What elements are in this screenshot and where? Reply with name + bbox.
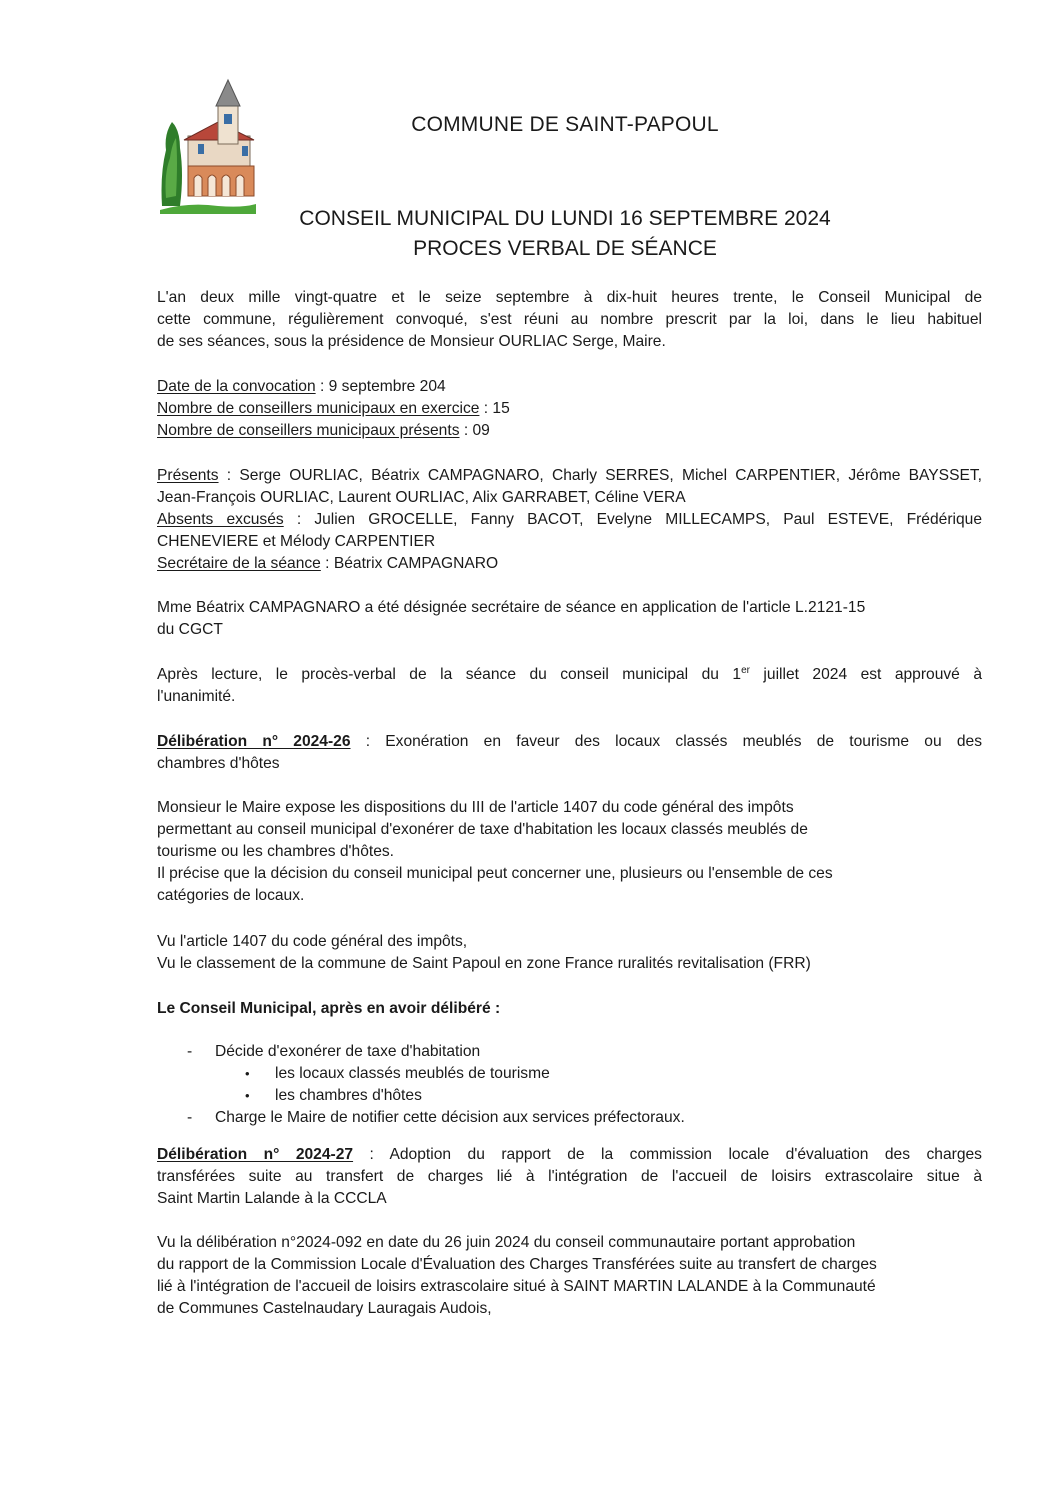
- deliberation-2024-26-vu: [157, 931, 982, 975]
- convocation-date-value: : 9 septembre 204: [315, 378, 446, 395]
- delib-line: Saint Martin Lalande à la CCCLA: [157, 1190, 387, 1207]
- vu-line: du rapport de la Commission Locale d'Évaluation des Charges Transférées suite au transfert de charges: [157, 1256, 877, 1273]
- decision-list: [157, 1041, 982, 1129]
- convocation-info: [157, 376, 982, 442]
- delib-line: [157, 1144, 982, 1166]
- conseil-delibere: Le Conseil Municipal, après en avoir délibéré :: [157, 1000, 501, 1017]
- expose-line: Il précise que la décision du conseil municipal peut concerner une, plusieurs ou l'ensemble de ces: [157, 865, 833, 882]
- absents-names: : Julien GROCELLE, Fanny BACOT, Evelyne MILLECAMPS, Paul ESTEVE, Frédérique: [283, 511, 982, 528]
- approval-paragraph: [157, 664, 982, 708]
- decision-subitem: • les chambres d'hôtes: [157, 1085, 982, 1107]
- attendance-section: [157, 465, 982, 575]
- conseillers-exercice: [157, 398, 982, 420]
- approval-text: juillet 2024 est approuvé à: [749, 666, 982, 683]
- secretaire-value: : Béatrix CAMPAGNARO: [320, 555, 499, 572]
- deliberation-2024-26-expose: [157, 797, 982, 907]
- expose-line: Monsieur le Maire expose les dispositions du III de l'article 1407 du code général des impôts: [157, 799, 794, 816]
- page-title: [240, 204, 890, 264]
- designation-paragraph: [157, 597, 982, 641]
- vu-line: de Communes Castelnaudary Lauragais Audois,: [157, 1300, 492, 1317]
- intro-line: cette commune, régulièrement convoqué, s'est réuni au nombre prescrit par la loi, dans le lieu habituel: [157, 311, 982, 328]
- deliberation-label: Délibération n° 2024-26: [157, 733, 351, 750]
- conseillers-presents: [157, 420, 982, 442]
- conseillers-exercice-value: : 15: [479, 400, 510, 417]
- conseillers-presents-value: : 09: [459, 422, 490, 439]
- delib-line: chambres d'hôtes: [157, 755, 280, 772]
- deliberation-subject: : Adoption du rapport de la commission locale d'évaluation des charges: [353, 1146, 982, 1163]
- expose-line: permettant au conseil municipal d'exonérer de taxe d'habitation les locaux classés meublés de: [157, 821, 808, 838]
- convocation-date: [157, 376, 982, 398]
- vu-line: Vu l'article 1407 du code général des impôts,: [157, 933, 468, 950]
- vu-line: Vu la délibération n°2024-092 en date du 26 juin 2024 du conseil communautaire portant approbation: [157, 1234, 856, 1251]
- deliberation-2024-26-heading: [157, 731, 982, 775]
- commune-title: COMMUNE DE SAINT-PAPOUL: [411, 113, 719, 136]
- deliberation-2024-27-heading: [157, 1144, 982, 1210]
- decision-item: - Décide d'exonérer de taxe d'habitation: [157, 1041, 982, 1063]
- delib-line: [157, 731, 982, 753]
- title-line-1: CONSEIL MUNICIPAL DU LUNDI 16 SEPTEMBRE 2024: [299, 207, 831, 230]
- deliberation-label: Délibération n° 2024-27: [157, 1146, 354, 1163]
- intro-paragraph: [157, 287, 982, 353]
- presents-names: : Serge OURLIAC, Béatrix CAMPAGNARO, Charly SERRES, Michel CARPENTIER, Jérôme BAYSSET,: [218, 467, 982, 484]
- secretaire-label: Secrétaire de la séance: [157, 555, 321, 572]
- expose-line: catégories de locaux.: [157, 887, 305, 904]
- absents-line: [157, 509, 982, 531]
- decision-item: - Charge le Maire de notifier cette décision aux services préfectoraux.: [157, 1107, 982, 1129]
- approval-line: [157, 664, 982, 686]
- approval-line: l'unanimité.: [157, 688, 236, 705]
- absents-line-2: CHENEVIERE et Mélody CARPENTIER: [157, 533, 436, 550]
- presents-line: [157, 465, 982, 487]
- intro-line: L'an deux mille vingt-quatre et le seize septembre à dix-huit heures trente, le Conseil Municipal de: [157, 289, 982, 306]
- convocation-date-label: Date de la convocation: [157, 378, 316, 395]
- deliberation-subject: : Exonération en faveur des locaux classés meublés de tourisme ou des: [350, 733, 982, 750]
- delib-line: transférées suite au transfert de charges lié à l'intégration de l'accueil de loisirs extrascolaire situe à: [157, 1168, 982, 1185]
- conseillers-exercice-label: Nombre de conseillers municipaux en exercice: [157, 400, 480, 417]
- approval-sup: er: [741, 664, 750, 676]
- decision-subitem: • les locaux classés meublés de tourisme: [157, 1063, 982, 1085]
- title-line-2: PROCES VERBAL DE SÉANCE: [413, 237, 717, 260]
- presents-label: Présents: [157, 467, 219, 484]
- designation-line: du CGCT: [157, 621, 223, 638]
- intro-line: de ses séances, sous la présidence de Monsieur OURLIAC Serge, Maire.: [157, 333, 666, 350]
- vu-line: Vu le classement de la commune de Saint Papoul en zone France ruralités revitalisation (FRR): [157, 955, 811, 972]
- approval-text: Après lecture, le procès-verbal de la séance du conseil municipal du 1: [157, 666, 742, 683]
- deliberation-2024-27-vu: [157, 1232, 982, 1320]
- conseillers-presents-label: Nombre de conseillers municipaux présents: [157, 422, 460, 439]
- presents-line-2: Jean-François OURLIAC, Laurent OURLIAC, Alix GARRABET, Céline VERA: [157, 489, 686, 506]
- vu-line: lié à l'intégration de l'accueil de loisirs extrascolaire situé à SAINT MARTIN LALANDE à la Communauté: [157, 1278, 876, 1295]
- secretaire-line: [157, 553, 982, 575]
- commune-logo: [158, 78, 258, 216]
- designation-line: Mme Béatrix CAMPAGNARO a été désignée secrétaire de séance en application de l'article L.2121-15: [157, 599, 866, 616]
- expose-line: tourisme ou les chambres d'hôtes.: [157, 843, 394, 860]
- absents-label: Absents excusés: [157, 511, 284, 528]
